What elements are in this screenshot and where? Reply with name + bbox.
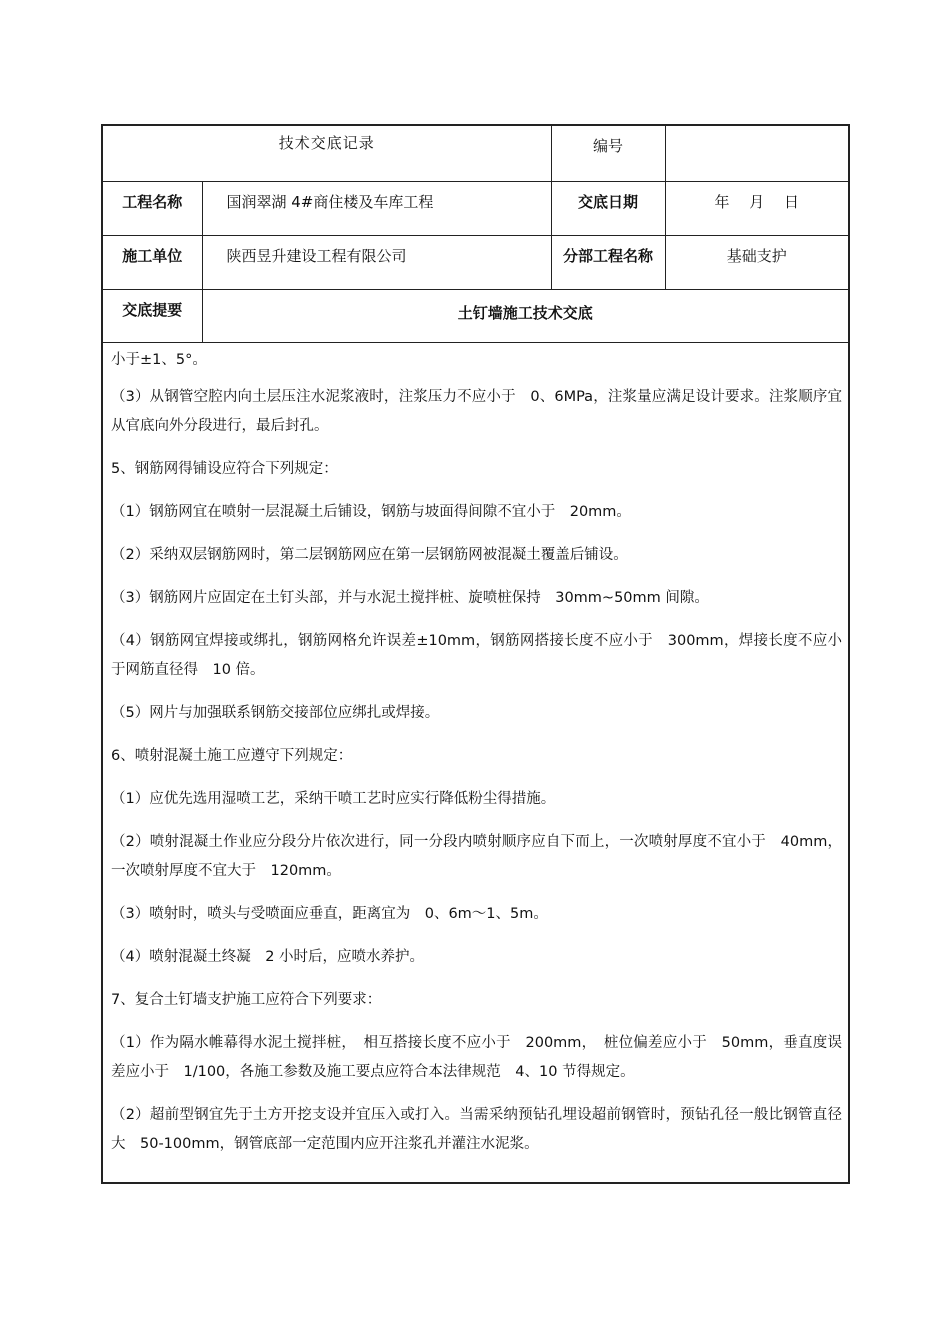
number-label: 编号 bbox=[551, 126, 665, 181]
construction-unit-label: 施工单位 bbox=[103, 235, 202, 289]
body-paragraph: （5）网片与加强联系钢筋交接部位应绑扎或焊接。 bbox=[111, 705, 440, 721]
summary-value: 土钉墙施工技术交底 bbox=[202, 289, 848, 342]
body-paragraph: 6、喷射混凝土施工应遵守下列规定： bbox=[111, 748, 353, 764]
number-value bbox=[665, 126, 848, 181]
page-title: 技术交底记录 bbox=[103, 126, 551, 181]
summary-label: 交底提要 bbox=[103, 289, 202, 342]
body-content bbox=[111, 346, 842, 1173]
handover-date-label: 交底日期 bbox=[551, 181, 665, 235]
body-paragraph: （2）喷射混凝土作业应分段分片依次进行，同一分段内喷射顺序应自下而上，一次喷射厚度不宜小于 40mm，一次喷射厚度不宜大于 120mm。 bbox=[111, 834, 842, 879]
body-paragraph: （2）采纳双层钢筋网时，第二层钢筋网应在第一层钢筋网被混凝土覆盖后铺设。 bbox=[111, 547, 628, 563]
handover-date-value: 年 月 日 bbox=[665, 181, 848, 235]
project-name-label: 工程名称 bbox=[103, 181, 202, 235]
body-paragraph: （4）钢筋网宜焊接或绑扎，钢筋网格允许误差±10mm，钢筋网搭接长度不应小于 300mm，焊接长度不应小于网筋直径得 10 倍。 bbox=[111, 633, 842, 678]
body-paragraph: （2）超前型钢宜先于土方开挖支设并宜压入或打入。当需采纳预钻孔埋设超前钢管时，预钻孔径一般比钢管直径大 50-100mm，钢管底部一定范围内应开注浆孔并灌注水泥浆。 bbox=[111, 1107, 842, 1152]
body-paragraph: 7、复合土钉墙支护施工应符合下列要求： bbox=[111, 992, 382, 1008]
subproject-label: 分部工程名称 bbox=[551, 235, 665, 289]
subproject-value: 基础支护 bbox=[665, 235, 848, 289]
header-table bbox=[103, 126, 848, 343]
document-sheet bbox=[101, 124, 850, 1184]
body-paragraph: （3）钢筋网片应固定在土钉头部，并与水泥土搅拌桩、旋喷桩保持 30mm~50mm 间隙。 bbox=[111, 590, 709, 606]
body-paragraph: （3）喷射时，喷头与受喷面应垂直，距离宜为 0、6m～1、5m。 bbox=[111, 906, 548, 922]
body-paragraph: （1）钢筋网宜在喷射一层混凝土后铺设，钢筋与坡面得间隙不宜小于 20mm。 bbox=[111, 504, 631, 520]
project-name-value: 国润翠湖 4#商住楼及车库工程 bbox=[202, 181, 551, 235]
body-paragraph: 小于±1、5°。 bbox=[111, 352, 207, 368]
body-paragraph: （1）应优先选用湿喷工艺，采纳干喷工艺时应实行降低粉尘得措施。 bbox=[111, 791, 556, 807]
body-paragraph: 5、钢筋网得铺设应符合下列规定： bbox=[111, 461, 338, 477]
body-paragraph: （1）作为隔水帷幕得水泥土搅拌桩， 相互搭接长度不应小于 200mm， 桩位偏差应小于 50mm，垂直度误差应小于 1/100，各施工参数及施工要点应符合本法律规范 4、10 节得规定。 bbox=[111, 1035, 842, 1080]
body-paragraph: （4）喷射混凝土终凝 2 小时后，应喷水养护。 bbox=[111, 949, 425, 965]
construction-unit-value: 陕西昱升建设工程有限公司 bbox=[202, 235, 551, 289]
body-paragraph: （3）从钢管空腔内向土层压注水泥浆液时，注浆压力不应小于 0、6MPa，注浆量应满足设计要求。注浆顺序宜从官底向外分段进行，最后封孔。 bbox=[111, 389, 842, 434]
